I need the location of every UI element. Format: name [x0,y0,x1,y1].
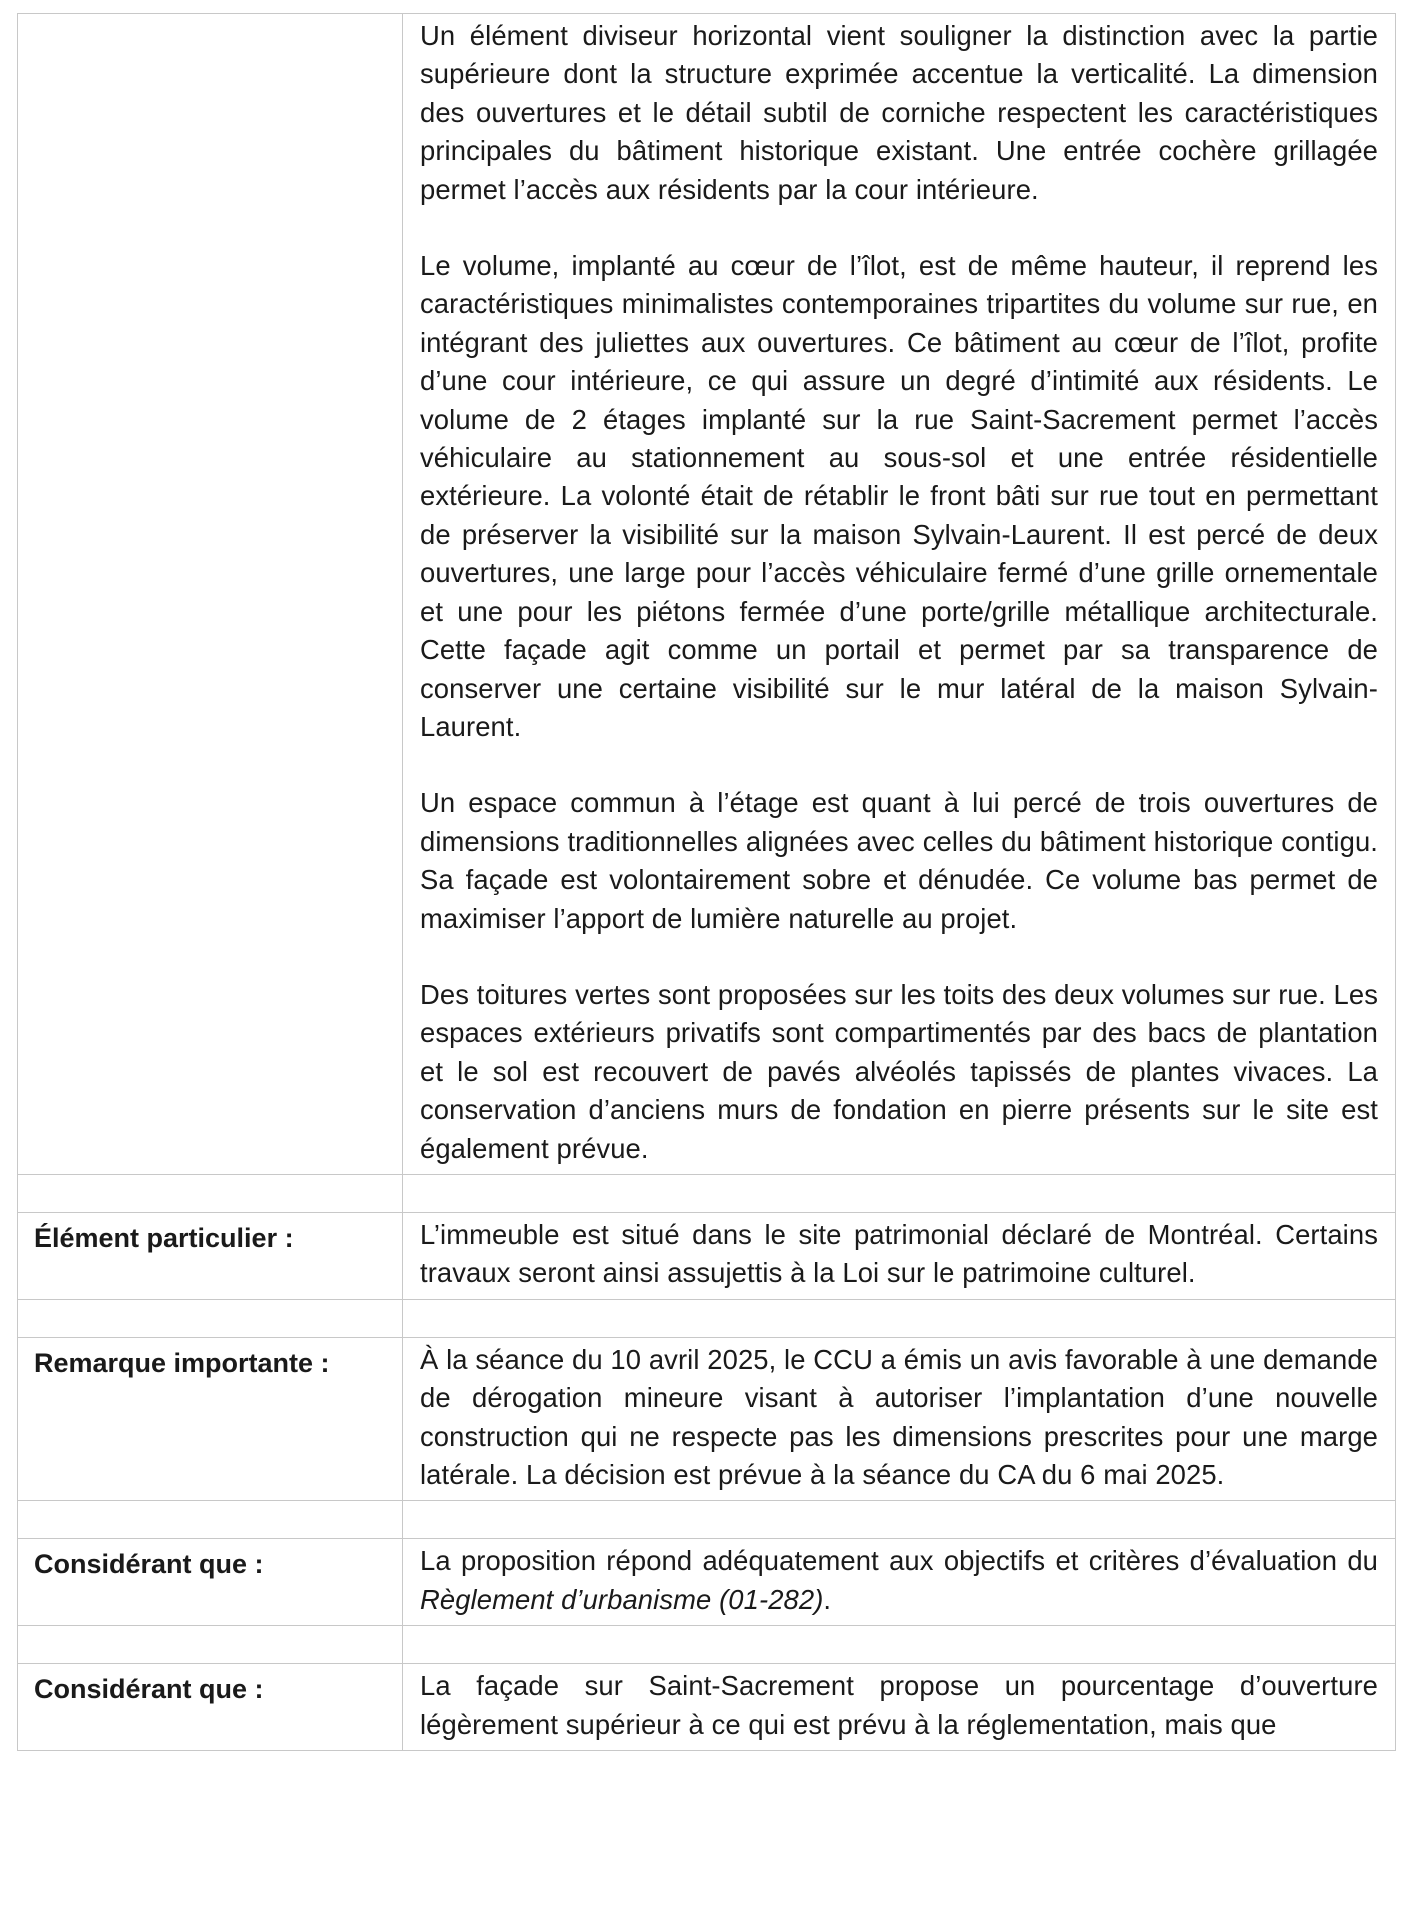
row-label: Considérant que : [18,1539,403,1626]
row-label: Considérant que : [18,1664,403,1751]
table-row [18,1212,1396,1299]
row-label: Élément particulier : [18,1212,403,1299]
spacer-row [18,1626,1396,1664]
description-cell [403,14,1396,1175]
spacer-row [18,1299,1396,1337]
document-table [17,13,1396,1751]
table-row [18,1664,1396,1751]
label-cell-empty [18,14,403,1175]
row-content [403,1664,1396,1751]
table-row [18,1539,1396,1626]
paragraph: Des toitures vertes sont proposées sur les toits des deux volumes sur rue. Les espaces extérieurs privatifs sont compartimentés par des bacs de plantation et le sol est recouvert de pavés alvéolés tapissés de plantes vivaces. La conservation d’anciens murs de fondation en pierre présents sur le site est également prévue. [420,978,1378,1164]
paragraph: Un élément diviseur horizontal vient souligner la distinction avec la partie supérieure dont la structure exprimée accentue la verticalité. La dimension des ouvertures et le détail subtil de corniche respectent les caractéristiques principales du bâtiment historique existant. Une entrée cochère grillagée permet l’accès aux résidents par la cour intérieure. [420,20,1378,205]
row-content [403,1539,1396,1626]
spacer-row [18,1174,1396,1212]
paragraph: Un espace commun à l’étage est quant à lui percé de trois ouvertures de dimensions traditionnelles alignées avec celles du bâtiment historique contigu. Sa façade est volontairement sobre et dénudée. Ce volume bas permet de maximiser l’apport de lumière naturelle au projet. [420,787,1378,934]
paragraph [420,1542,1378,1619]
row-content [403,1212,1396,1299]
row-label: Remarque importante : [18,1337,403,1501]
spacer-row [18,1501,1396,1539]
text-segment: La proposition répond adéquatement aux objectifs et critères d’évaluation du [420,1545,1378,1577]
paragraph: Le volume, implanté au cœur de l’îlot, est de même hauteur, il reprend les caractéristiques minimalistes contemporaines tripartites du volume sur rue, en intégrant des juliettes aux ouvertures. Ce bâtiment au cœur de l’îlot, profite d’une cour intérieure, ce qui assure un degré d’intimité aux résidents. Le volume de 2 étages implanté sur la rue Saint-Sacrement permet l’accès véhiculaire au stationnement au sous-sol et une entrée résidentielle extérieure. La volonté était de rétablir le front bâti sur rue tout en permettant de préserver la visibilité sur la maison Sylvain-Laurent. Il est percé de deux ouvertures, une large pour l’accès véhiculaire fermé d’une grille ornementale et une pour les piétons fermée d’une porte/grille métallique architecturale. Cette façade agit comme un portail et permet par sa transparence de conserver une certaine visibilité sur le mur latéral de la maison Sylvain-Laurent. [420,250,1378,742]
text-segment: . [823,1583,832,1615]
table-row [18,14,1396,1175]
table-row [18,1337,1396,1501]
paragraph: La façade sur Saint-Sacrement propose un pourcentage d’ouverture légèrement supérieur à ce qui est prévu à la réglementation, mais que [420,1670,1378,1740]
row-content [403,1337,1396,1501]
paragraph: L’immeuble est situé dans le site patrimonial déclaré de Montréal. Certains travaux seront ainsi assujettis à la Loi sur le patrimoine culturel. [420,1218,1378,1289]
paragraph: À la séance du 10 avril 2025, le CCU a émis un avis favorable à une demande de dérogation mineure visant à autoriser l’implantation d’une nouvelle construction qui ne respecte pas les dimensions prescrites pour une marge latérale. La décision est prévue à la séance du CA du 6 mai 2025. [420,1343,1378,1490]
regulation-title: Règlement d’urbanisme (01-282) [420,1583,824,1615]
